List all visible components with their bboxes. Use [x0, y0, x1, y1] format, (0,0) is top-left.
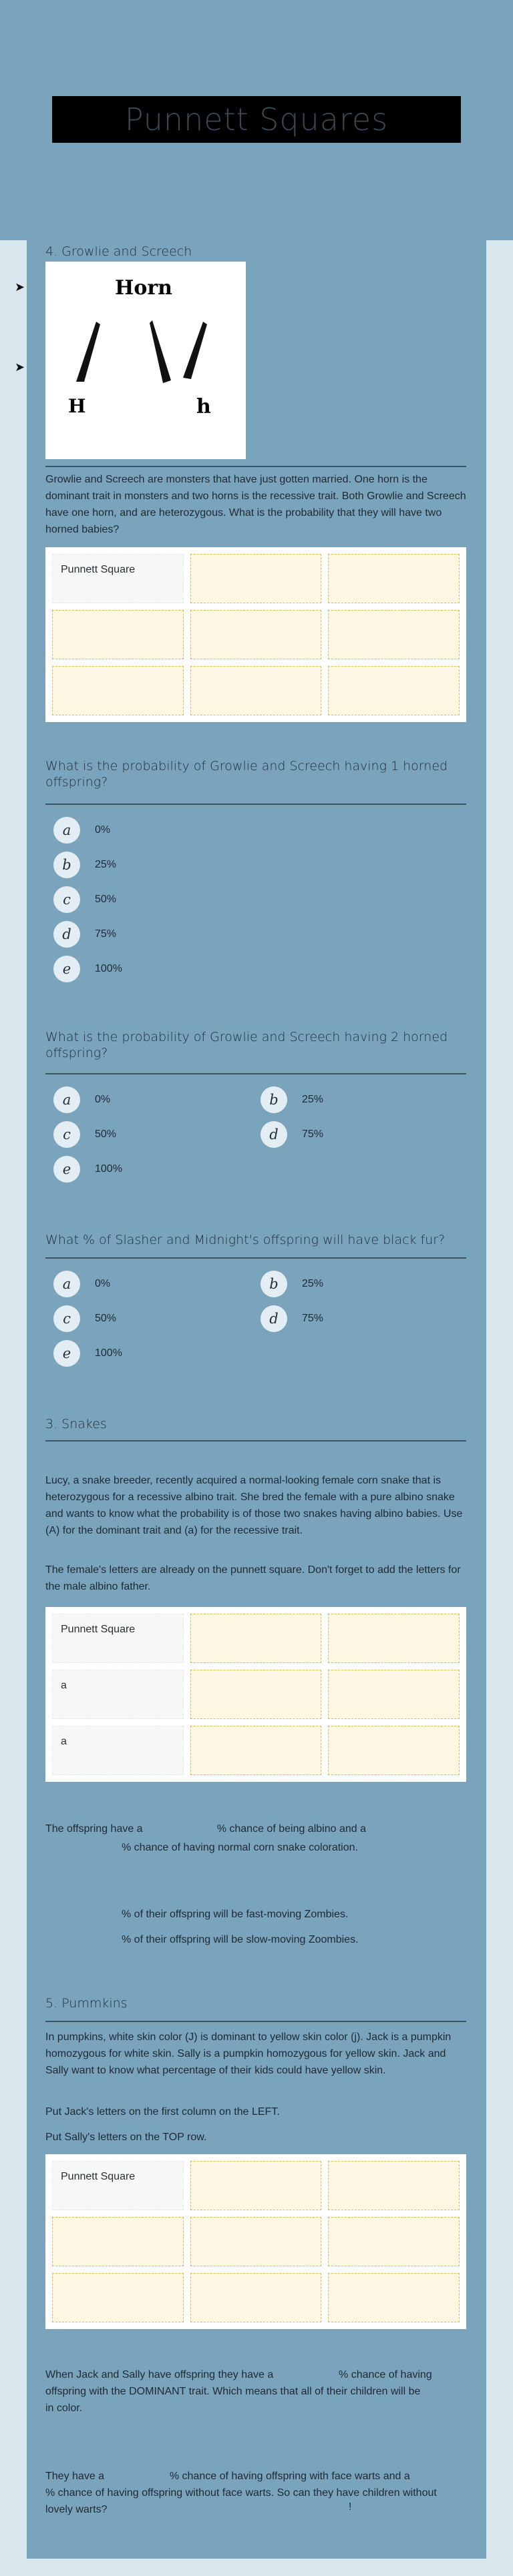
option-text: 0%: [95, 1278, 111, 1289]
option-badge: a: [53, 1271, 80, 1297]
pumpkin-intro-text: In pumpkins, white skin color (J) is dominant to yellow skin color (j). Jack is a pumpkin homozygous for white skin. Sally is a pumpkin homozygous for yellow skin. Jack and Sally want to know what percentage of their kids could have yellow skin.: [45, 2031, 452, 2076]
grid-cell[interactable]: [328, 554, 460, 603]
option-badge: c: [53, 886, 80, 913]
face-warts-text: They have a % chance of having offspring with face warts and a % chance of having offspring without face warts. So can they have children without lovely warts?: [45, 2471, 470, 2515]
title-bar: [52, 96, 461, 143]
option-text: 75%: [302, 1313, 324, 1324]
zombies-fast-text: % of their offspring will be fast-moving Zombies.: [122, 1909, 349, 1920]
question-two-horned: What is the probability of Growlie and Screech having 2 horned offspring?: [45, 1030, 448, 1060]
option-c[interactable]: [53, 1305, 116, 1332]
grid-row-label: a: [52, 1670, 184, 1719]
section-heading-snakes: 3. Snakes: [45, 1417, 107, 1431]
option-text: 75%: [302, 1129, 324, 1140]
option-d[interactable]: [261, 1121, 323, 1148]
option-badge: c: [53, 1305, 80, 1332]
grid-cell[interactable]: [190, 1670, 322, 1719]
option-badge: b: [53, 852, 80, 878]
question-one-horned: What is the probability of Growlie and Screech having 1 horned offspring?: [45, 759, 448, 789]
option-d[interactable]: [53, 921, 116, 948]
grid-cell[interactable]: [328, 1726, 460, 1775]
section-divider: [45, 1073, 466, 1074]
offspring-normal-text: % chance of having normal corn snake coloration.: [122, 1842, 358, 1853]
zombies-slow-text: % of their offspring will be slow-moving Zoombies.: [122, 1934, 359, 1945]
punnett-grid-snakes: [45, 1607, 466, 1782]
offspring-albino-text: The offspring have a % chance of being albino and a: [45, 1823, 366, 1835]
allele-dominant: H: [68, 395, 86, 417]
option-badge: e: [53, 1156, 80, 1183]
option-badge: b: [261, 1271, 287, 1297]
option-text: 100%: [95, 1163, 122, 1175]
warts-answer-mark: !: [349, 2501, 352, 2513]
option-badge: a: [53, 817, 80, 844]
option-text: 50%: [95, 1313, 117, 1324]
grid-cell[interactable]: [328, 1670, 460, 1719]
snakes-intro-text: Lucy, a snake breeder, recently acquired a normal-looking female corn snake that is heterozygous for a recessive albino trait. She bred the female with a pure albino snake and wants to know what the probability is of those two snakes having albino babies. Use (A) for the dominant trait and (a) for the recessive trait.: [45, 1475, 463, 1536]
grid-cell[interactable]: [190, 2273, 322, 2322]
option-badge: d: [261, 1121, 287, 1148]
option-badge: e: [53, 956, 80, 982]
option-a[interactable]: [53, 817, 110, 844]
section-divider: [45, 803, 466, 805]
grid-cell[interactable]: [328, 666, 460, 715]
option-e[interactable]: [53, 1340, 122, 1367]
grid-corner-label: Punnett Square: [52, 554, 184, 603]
grid-cell[interactable]: [328, 2273, 460, 2322]
option-text: 50%: [95, 1129, 117, 1140]
option-text: 25%: [302, 1278, 324, 1289]
grid-cell[interactable]: [52, 2273, 184, 2322]
grid-cell[interactable]: [328, 2161, 460, 2210]
option-text: 50%: [95, 894, 117, 905]
punnett-grid-growlie: [45, 547, 466, 722]
section-heading-growlie: 4. Growlie and Screech: [45, 244, 192, 259]
option-b[interactable]: [53, 852, 116, 878]
option-text: 100%: [95, 1347, 122, 1359]
grid-cell[interactable]: [190, 666, 322, 715]
grid-cell[interactable]: [52, 2217, 184, 2266]
grid-cell[interactable]: [190, 2217, 322, 2266]
grid-cell[interactable]: [328, 2217, 460, 2266]
grid-cell[interactable]: [190, 554, 322, 603]
question-black-fur: What % of Slasher and Midnight's offspring will have black fur?: [45, 1233, 446, 1247]
growlie-intro-text: Growlie and Screech are monsters that have just gotten married. One horn is the dominant trait in monsters and two horns is the recessive trait. Both Growlie and Screech have one horn, and are heterozygous. What is the probability that they will have two horned babies?: [45, 474, 466, 535]
option-text: 25%: [302, 1094, 324, 1105]
page-title: Punnett Squares: [124, 101, 389, 137]
option-text: 0%: [95, 1094, 111, 1105]
punnett-grid-pumpkins: [45, 2154, 466, 2329]
option-a[interactable]: [53, 1271, 110, 1297]
allele-recessive: h: [196, 395, 211, 418]
option-b[interactable]: [261, 1271, 323, 1297]
option-badge: e: [53, 1340, 80, 1367]
grid-row-label: a: [52, 1726, 184, 1775]
grid-cell[interactable]: [328, 1614, 460, 1663]
grid-cell[interactable]: [52, 610, 184, 659]
option-badge: d: [261, 1305, 287, 1332]
dominant-trait-text: When Jack and Sally have offspring they have a % chance of having offspring with the DOMINANT trait. Which means that all of their children will be in color.: [45, 2369, 492, 2414]
section-divider: [45, 1440, 466, 1441]
grid-cell[interactable]: [190, 1614, 322, 1663]
horn-image: [45, 262, 246, 459]
option-b[interactable]: [261, 1086, 323, 1113]
option-e[interactable]: [53, 956, 122, 982]
grid-corner-label: Punnett Square: [52, 2161, 184, 2210]
section-divider: [45, 466, 466, 467]
grid-cell[interactable]: [190, 1726, 322, 1775]
option-text: 0%: [95, 824, 111, 836]
grid-cell[interactable]: [52, 666, 184, 715]
section-heading-pummkins: 5. Pummkins: [45, 1996, 128, 2011]
grid-cell[interactable]: [190, 610, 322, 659]
horn-image-title: Horn: [115, 276, 172, 300]
arrow-icon: ➤: [15, 280, 25, 294]
option-badge: c: [53, 1121, 80, 1148]
option-badge: a: [53, 1086, 80, 1113]
snakes-instruction-text: The female's letters are already on the punnett square. Don't forget to add the letters for the male albino father.: [45, 1564, 461, 1592]
option-c[interactable]: [53, 886, 116, 913]
option-c[interactable]: [53, 1121, 116, 1148]
pointer-icon: ➤: [15, 360, 25, 374]
option-e[interactable]: [53, 1156, 122, 1183]
option-badge: d: [53, 921, 80, 948]
pumpkin-top-instruction: Put Sally's letters on the TOP row.: [45, 2132, 207, 2143]
option-text: 100%: [95, 963, 122, 974]
option-text: 25%: [95, 859, 117, 870]
grid-corner-label: Punnett Square: [52, 1614, 184, 1663]
option-d[interactable]: [261, 1305, 323, 1332]
grid-cell[interactable]: [190, 2161, 322, 2210]
pumpkin-left-instruction: Put Jack's letters on the first column on the LEFT.: [45, 2106, 280, 2118]
option-badge: b: [261, 1086, 287, 1113]
option-a[interactable]: [53, 1086, 110, 1113]
option-text: 75%: [95, 928, 117, 940]
grid-cell[interactable]: [328, 610, 460, 659]
horns-drawing: [45, 262, 246, 459]
section-divider: [45, 2021, 466, 2022]
section-divider: [45, 1257, 466, 1259]
